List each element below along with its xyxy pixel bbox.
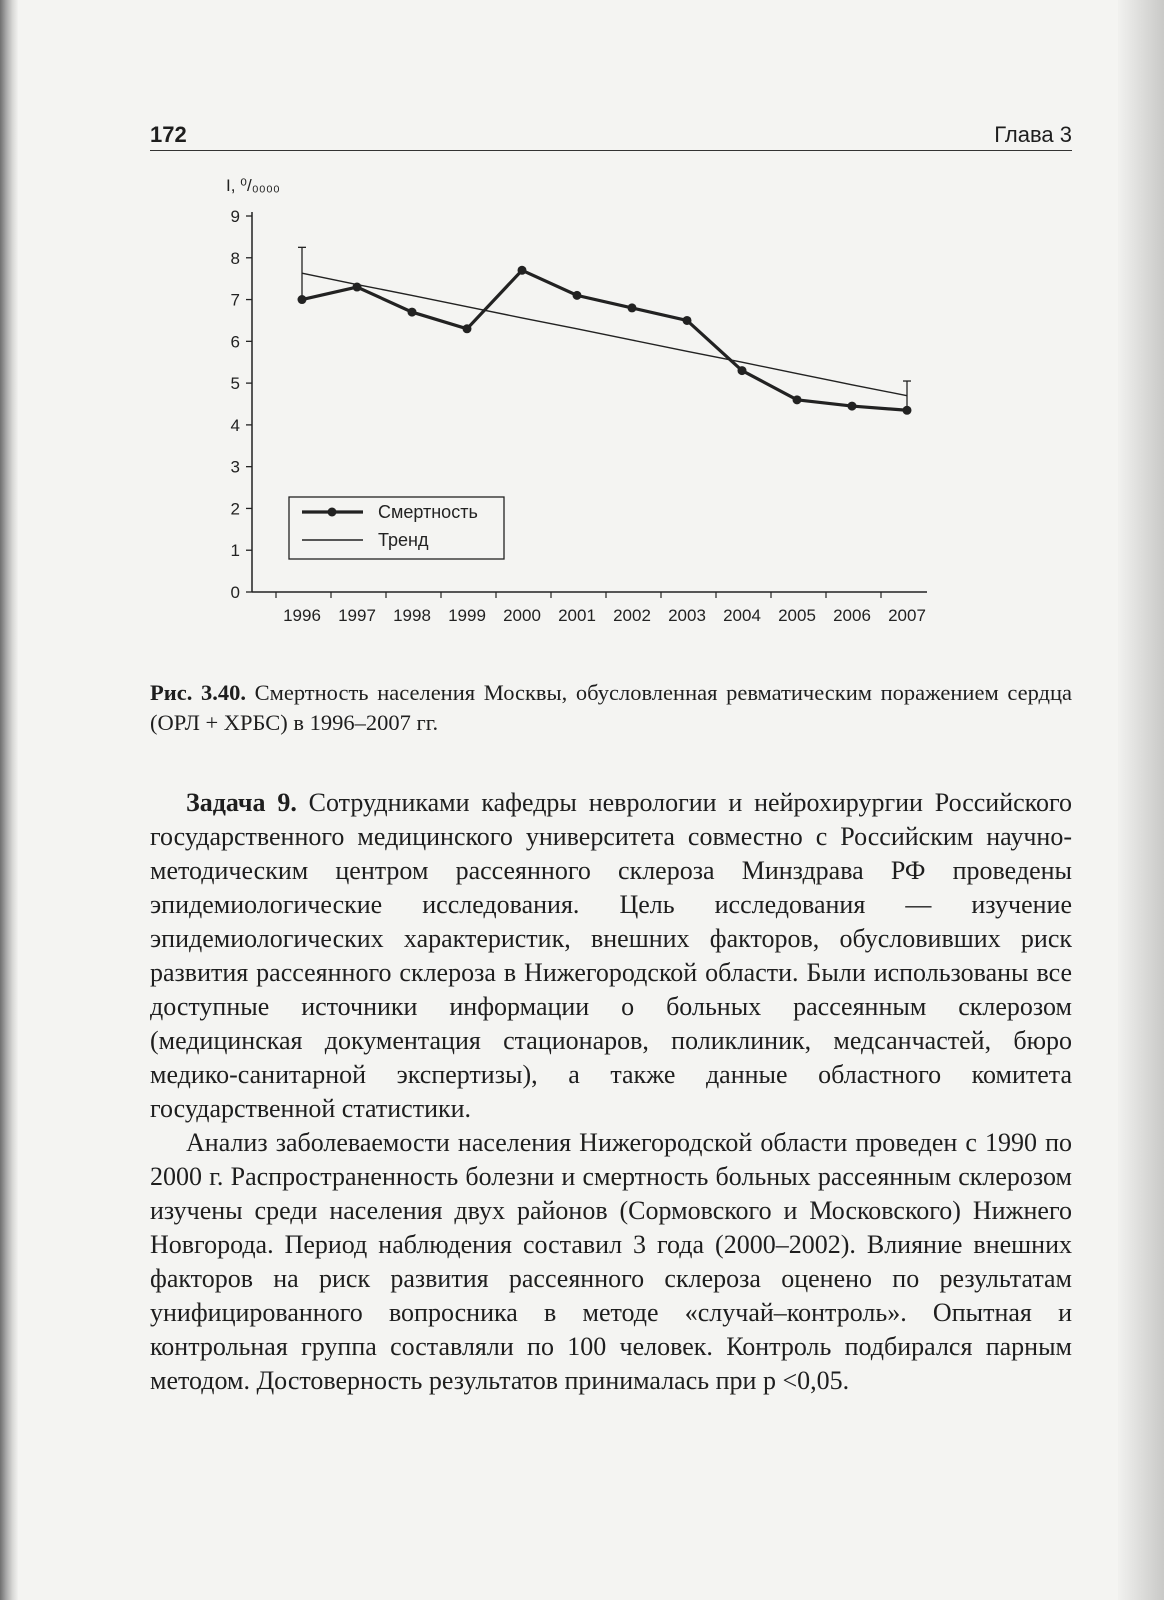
x-tick-label: 2004 [723, 606, 761, 625]
page-number: 172 [150, 122, 187, 147]
mortality-point-2004 [738, 366, 747, 375]
task-label: Задача 9. [186, 788, 297, 817]
x-tick-label: 2006 [833, 606, 871, 625]
x-tick-label: 1998 [393, 606, 431, 625]
x-tick-label: 2005 [778, 606, 816, 625]
figure-label: Рис. 3.40. [150, 680, 246, 705]
x-tick-label: 2001 [558, 606, 596, 625]
y-tick-label: 7 [230, 290, 240, 310]
y-tick-label: 8 [230, 248, 240, 268]
mortality-point-2005 [793, 395, 802, 404]
header-rule [150, 150, 1072, 151]
x-tick-label: 1999 [448, 606, 486, 625]
mortality-point-1996 [298, 295, 307, 304]
mortality-point-1998 [408, 308, 417, 317]
mortality-point-1999 [463, 324, 472, 333]
legend-label-trend: Тренд [378, 530, 429, 550]
chart-ticks [231, 207, 926, 625]
page-edge-shadow [1118, 0, 1164, 1600]
x-tick-label: 1997 [338, 606, 376, 625]
y-tick-label: 9 [230, 207, 240, 226]
running-head [150, 122, 1072, 152]
mortality-point-2000 [518, 266, 527, 275]
y-tick-label: 1 [230, 541, 240, 561]
y-tick-label: 3 [230, 457, 240, 477]
figure-caption-text: Смертность населения Москвы, обусловленная ревматическим поражением сердца (ОРЛ + ХРБС) в 1996–2007 гг. [150, 680, 1072, 735]
paragraph-2: Анализ заболеваемости населения Нижегородской области проведен с 1990 по 2000 г. Распространенность болезни и смертность больных рассеянным склерозом изучены среди населения двух районов (Сормовского и Московского) Нижнего Новгорода. Период наблюдения составил 3 года (2000–2002). Влияние внешних факторов на риск развития рассеянного склероза оценено по результатам унифицированного вопросника в методе «случай–контроль». Опытная и контрольная группа составляли по 100 человек. Контроль подбирался парным методом. Достоверность результатов принималась при р <0,05. [150, 1128, 1072, 1395]
book-spine-shadow [0, 0, 18, 1600]
chapter-title: Глава 3 [994, 122, 1072, 147]
x-tick-label: 2002 [613, 606, 651, 625]
paragraph-1-text: Сотрудниками кафедры неврологии и нейрохирургии Российского государственного медицинского университета совместно с Российским научно-методическим центром рассеянного склероза Минздрава РФ проведены эпидемиологические исследования. Цель исследования — изучение эпидемиологических характеристик, внешних факторов, обусловивших риск развития рассеянного склероза в Нижегородской области. Были использованы все доступные источники информации о больных рассеянным склерозом (медицинская документация стационаров, поликлиник, медсанчастей, бюро медико-санитарной экспертизы), а также данные областного комитета государственной статистики. [150, 788, 1072, 1123]
figure-caption [150, 678, 1072, 738]
y-tick-label: 0 [230, 583, 240, 602]
y-axis-label: I, ⁰/₀₀₀₀ [226, 176, 280, 195]
y-tick-label: 5 [230, 374, 240, 394]
x-tick-label: 2003 [668, 606, 706, 625]
chart-series [298, 247, 912, 414]
x-tick-label: 2000 [503, 606, 541, 625]
mortality-point-2003 [683, 316, 692, 325]
legend-label-mortality: Смертность [378, 502, 478, 522]
mortality-chart [150, 165, 950, 635]
trend-line [302, 273, 907, 395]
paragraph-task [150, 786, 1072, 1126]
x-tick-label: 2007 [888, 606, 926, 625]
mortality-point-2007 [903, 406, 912, 415]
x-tick-label: 1996 [283, 606, 321, 625]
chart-legend [289, 497, 504, 559]
y-tick-label: 6 [230, 332, 240, 352]
legend-marker [328, 508, 337, 517]
y-tick-label: 4 [230, 415, 240, 435]
y-tick-label: 2 [230, 499, 240, 519]
mortality-point-2006 [848, 402, 857, 411]
mortality-point-2002 [628, 303, 637, 312]
mortality-point-2001 [573, 291, 582, 300]
body-text [150, 786, 1072, 1398]
